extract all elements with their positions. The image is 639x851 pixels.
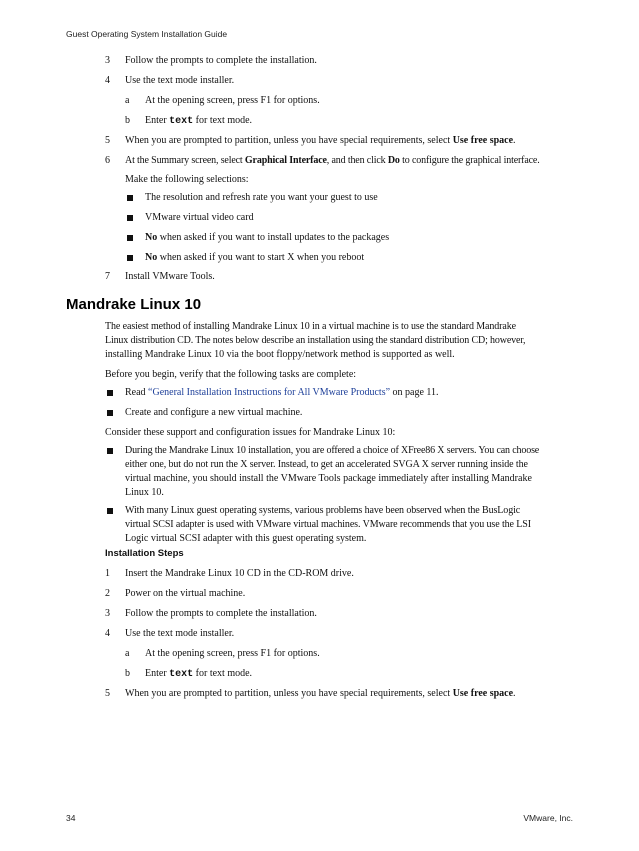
bold-text: No bbox=[145, 232, 158, 243]
substep-text: At the opening screen, press F1 for options. bbox=[145, 648, 320, 659]
substep-letter: a bbox=[125, 648, 130, 659]
bullet-text bbox=[145, 231, 389, 245]
paragraph: Make the following selections: bbox=[125, 174, 249, 185]
step-number: 5 bbox=[105, 135, 110, 146]
step-mid: , and then click bbox=[326, 155, 386, 166]
cross-reference-link[interactable]: “General Installation Instructions for All VMware Products” bbox=[148, 387, 391, 398]
paragraph-line: Linux distribution CD. The notes below describe an installation using the standard distribution CD; however, bbox=[105, 335, 526, 346]
bullet-text bbox=[125, 386, 439, 400]
step-post: to configure the graphical interface. bbox=[402, 155, 540, 166]
bullet-line: With many Linux guest operating systems, various problems have been observed when the BusLogic bbox=[125, 505, 521, 516]
bold-text: Use free space bbox=[452, 135, 514, 146]
bullet-icon bbox=[107, 508, 113, 514]
code-text: text bbox=[169, 669, 194, 680]
step-text: Follow the prompts to complete the installation. bbox=[125, 608, 317, 619]
footer-company: VMware, Inc. bbox=[523, 813, 573, 823]
bold-text: Do bbox=[387, 155, 400, 166]
bold-text: Use free space bbox=[452, 688, 514, 699]
bold-text: Graphical Interface bbox=[244, 155, 327, 166]
substep-post: for text mode. bbox=[195, 115, 253, 126]
bullet-text: Create and configure a new virtual machine. bbox=[125, 407, 303, 418]
substep-text bbox=[145, 114, 252, 129]
substep-letter: a bbox=[125, 95, 130, 106]
bullet-line: virtual SCSI adapter is used with VMware virtual machines. VMware recommends that you use the LSI bbox=[125, 519, 531, 530]
step-number: 5 bbox=[105, 688, 110, 699]
step-number: 4 bbox=[105, 628, 110, 639]
bullet-text bbox=[145, 251, 364, 265]
bullet-icon bbox=[127, 255, 133, 261]
bullet-icon bbox=[127, 195, 133, 201]
paragraph-line: The easiest method of installing Mandrake Linux 10 in a virtual machine is to use the standard Mandrake bbox=[105, 321, 516, 332]
bullet-rest: when asked if you want to start X when you reboot bbox=[159, 252, 365, 263]
step-number: 2 bbox=[105, 588, 110, 599]
step-number: 7 bbox=[105, 271, 110, 282]
step-number: 3 bbox=[105, 55, 110, 66]
bullet-icon bbox=[107, 410, 113, 416]
paragraph-line: installing Mandrake Linux 10 via the boot floppy/network method is supported as well. bbox=[105, 349, 455, 360]
bullet-line: During the Mandrake Linux 10 installation, you are offered a choice of XFree86 X servers. You can choose bbox=[125, 445, 540, 456]
bullet-icon bbox=[127, 215, 133, 221]
substep-pre: Enter bbox=[145, 668, 167, 679]
paragraph: Consider these support and configuration issues for Mandrake Linux 10: bbox=[105, 427, 396, 438]
step-text bbox=[125, 134, 516, 148]
bullet-line: Linux 10. bbox=[125, 487, 164, 498]
step-post: . bbox=[513, 135, 516, 146]
step-text: Insert the Mandrake Linux 10 CD in the CD-ROM drive. bbox=[125, 568, 354, 579]
running-header: Guest Operating System Installation Guide bbox=[66, 29, 228, 39]
step-number: 4 bbox=[105, 75, 110, 86]
substep-letter: b bbox=[125, 115, 130, 126]
section-title: Mandrake Linux 10 bbox=[66, 296, 202, 313]
bullet-icon bbox=[127, 235, 133, 241]
bullet-line: Logic virtual SCSI adapter with this guest operating system. bbox=[125, 533, 367, 544]
page-number: 34 bbox=[66, 813, 76, 823]
bullet-icon bbox=[107, 448, 113, 454]
step-text: Power on the virtual machine. bbox=[125, 588, 246, 599]
code-text: text bbox=[169, 116, 194, 127]
bullet-icon bbox=[107, 390, 113, 396]
step-number: 6 bbox=[105, 155, 110, 166]
step-number: 3 bbox=[105, 608, 110, 619]
step-pre: When you are prompted to partition, unless you have special requirements, select bbox=[125, 688, 451, 699]
substep-text: At the opening screen, press F1 for options. bbox=[145, 95, 320, 106]
substep-letter: b bbox=[125, 668, 130, 679]
step-post: . bbox=[513, 688, 516, 699]
bullet-text: VMware virtual video card bbox=[145, 212, 254, 223]
subsection-title: Installation Steps bbox=[105, 548, 184, 559]
step-text: Install VMware Tools. bbox=[125, 271, 215, 282]
substep-text bbox=[145, 667, 252, 682]
step-pre: At the Summary screen, select bbox=[125, 155, 243, 166]
step-text bbox=[125, 687, 516, 701]
substep-post: for text mode. bbox=[195, 668, 253, 679]
bullet-line: either one, but do not run the X server. Instead, to get an accelerated SVGA X server running inside the bbox=[125, 459, 528, 470]
paragraph: Before you begin, verify that the following tasks are complete: bbox=[105, 369, 357, 380]
bullet-pre: Read bbox=[125, 387, 146, 398]
step-text: Follow the prompts to complete the installation. bbox=[125, 55, 317, 66]
bullet-line: virtual machine, you should install the VMware Tools package immediately after installing Mandrake bbox=[125, 473, 532, 484]
step-text: Use the text mode installer. bbox=[125, 75, 235, 86]
step-pre: When you are prompted to partition, unless you have special requirements, select bbox=[125, 135, 451, 146]
bullet-rest: when asked if you want to install updates to the packages bbox=[159, 232, 390, 243]
substep-pre: Enter bbox=[145, 115, 167, 126]
step-text: Use the text mode installer. bbox=[125, 628, 235, 639]
bold-text: No bbox=[145, 252, 158, 263]
step-text bbox=[125, 154, 540, 168]
bullet-post: on page 11. bbox=[392, 387, 439, 398]
bullet-text: The resolution and refresh rate you want your guest to use bbox=[145, 192, 378, 203]
step-number: 1 bbox=[105, 568, 110, 579]
